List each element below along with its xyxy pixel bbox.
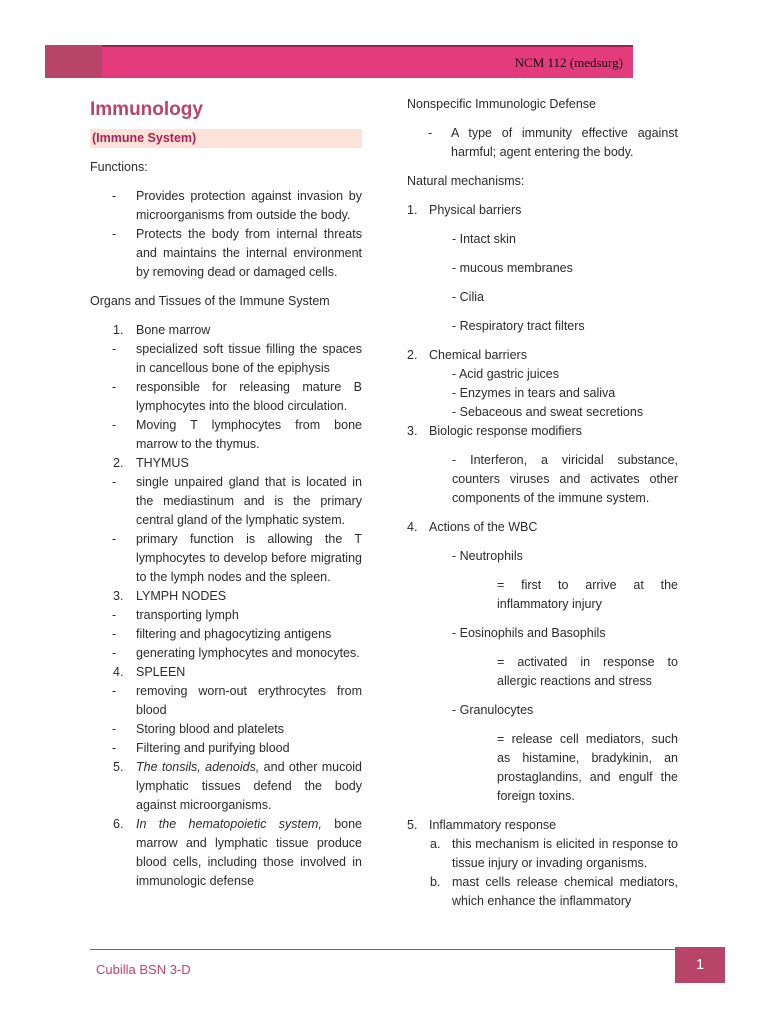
list-item: - filtering and phagocytizing antigens: [112, 627, 332, 641]
list-item: - Intact skin: [452, 232, 516, 246]
interferon-desc: - Interferon, a viricidal substance, counters viruses and activates other components of the immune system.: [452, 453, 678, 505]
organ-bone-marrow: 1. Bone marrow: [113, 323, 211, 337]
list-item: - Cilia: [452, 290, 484, 304]
list-item: - Storing blood and platelets: [112, 722, 285, 736]
list-item: - Respiratory tract filters: [452, 319, 585, 333]
inflammatory-response: 5. Inflammatory response: [407, 818, 557, 832]
section-subtitle: (Immune System): [90, 129, 362, 148]
header-bar: [102, 45, 633, 78]
list-item: - Enzymes in tears and saliva: [452, 386, 616, 400]
organ-spleen: 4. SPLEEN: [113, 665, 186, 679]
list-item: - Sebaceous and sweat secretions: [452, 405, 644, 419]
list-item: b. mast cells release chemical mediators, which enhance the inflammatory: [430, 875, 678, 908]
list-item: - responsible for releasing mature B lymphocytes into the blood circulation.: [112, 380, 362, 413]
granulocytes-desc: = release cell mediators, such as histamine, bradykinin, an prostaglandins, and engulf the foreign toxins.: [497, 732, 678, 803]
list-item: - single unpaired gland that is located in the mediastinum and is the primary central gland of the lymphatic system.: [112, 475, 362, 527]
footer-author: Cubilla BSN 3-D: [96, 962, 191, 977]
function-item: - Protects the body from internal threats and maintains the internal environment by removing dead or damaged cells.: [112, 227, 362, 279]
footer-divider: [90, 949, 675, 950]
organs-heading: Organs and Tissues of the Immune System: [90, 294, 330, 308]
function-item: - Provides protection against invasion by microorganisms from outside the body.: [112, 189, 362, 222]
organ-hematopoietic: 6. In the hematopoietic system, bone marrow and lymphatic tissue produce blood cells, including those involved in immunologic defense: [113, 817, 363, 888]
nonspecific-heading: Nonspecific Immunologic Defense: [407, 97, 596, 111]
list-item: - specialized soft tissue filling the spaces in cancellous bone of the epiphysis: [112, 342, 362, 375]
nonspecific-desc: - A type of immunity effective against harmful; agent entering the body.: [428, 126, 678, 159]
header-accent-block: [45, 45, 102, 78]
organ-thymus: 2. THYMUS: [113, 456, 189, 470]
functions-heading: Functions:: [90, 160, 148, 174]
biologic-modifiers: 3. Biologic response modifiers: [407, 424, 582, 438]
list-item: a. this mechanism is elicited in response to tissue injury or invading organisms.: [430, 837, 678, 870]
neutrophils-label: - Neutrophils: [452, 549, 523, 563]
eosinophils-label: - Eosinophils and Basophils: [452, 626, 606, 640]
list-item: - Filtering and purifying blood: [112, 741, 290, 755]
list-item: - Moving T lymphocytes from bone marrow to the thymus.: [112, 418, 362, 451]
eosinophils-desc: = activated in response to allergic reactions and stress: [497, 655, 678, 688]
natural-heading: Natural mechanisms:: [407, 174, 525, 188]
list-item: - removing worn-out erythrocytes from blood: [112, 684, 362, 717]
course-label: NCM 112 (medsurg): [514, 55, 623, 70]
list-item: - mucous membranes: [452, 261, 573, 275]
neutrophils-desc: = first to arrive at the inflammatory injury: [497, 578, 678, 611]
granulocytes-label: - Granulocytes: [452, 703, 534, 717]
left-column: [90, 97, 362, 891]
page-number: 1: [675, 947, 725, 983]
organ-tonsils: 5. The tonsils, adenoids, and other mucoid lymphatic tissues defend the body against microorganisms.: [113, 760, 363, 812]
right-column: [407, 95, 678, 911]
list-item: - Acid gastric juices: [452, 367, 559, 381]
list-item: - generating lymphocytes and monocytes.: [112, 646, 360, 660]
list-item: - primary function is allowing the T lymphocytes to develop before migrating to the lymph nodes and the spleen.: [112, 532, 362, 584]
physical-barriers: 1. Physical barriers: [407, 203, 522, 217]
chemical-barriers: 2. Chemical barriers: [407, 348, 527, 362]
wbc-actions: 4. Actions of the WBC: [407, 520, 538, 534]
page-title: Immunology: [90, 99, 203, 120]
list-item: - transporting lymph: [112, 608, 239, 622]
organ-lymph-nodes: 3. LYMPH NODES: [113, 589, 227, 603]
